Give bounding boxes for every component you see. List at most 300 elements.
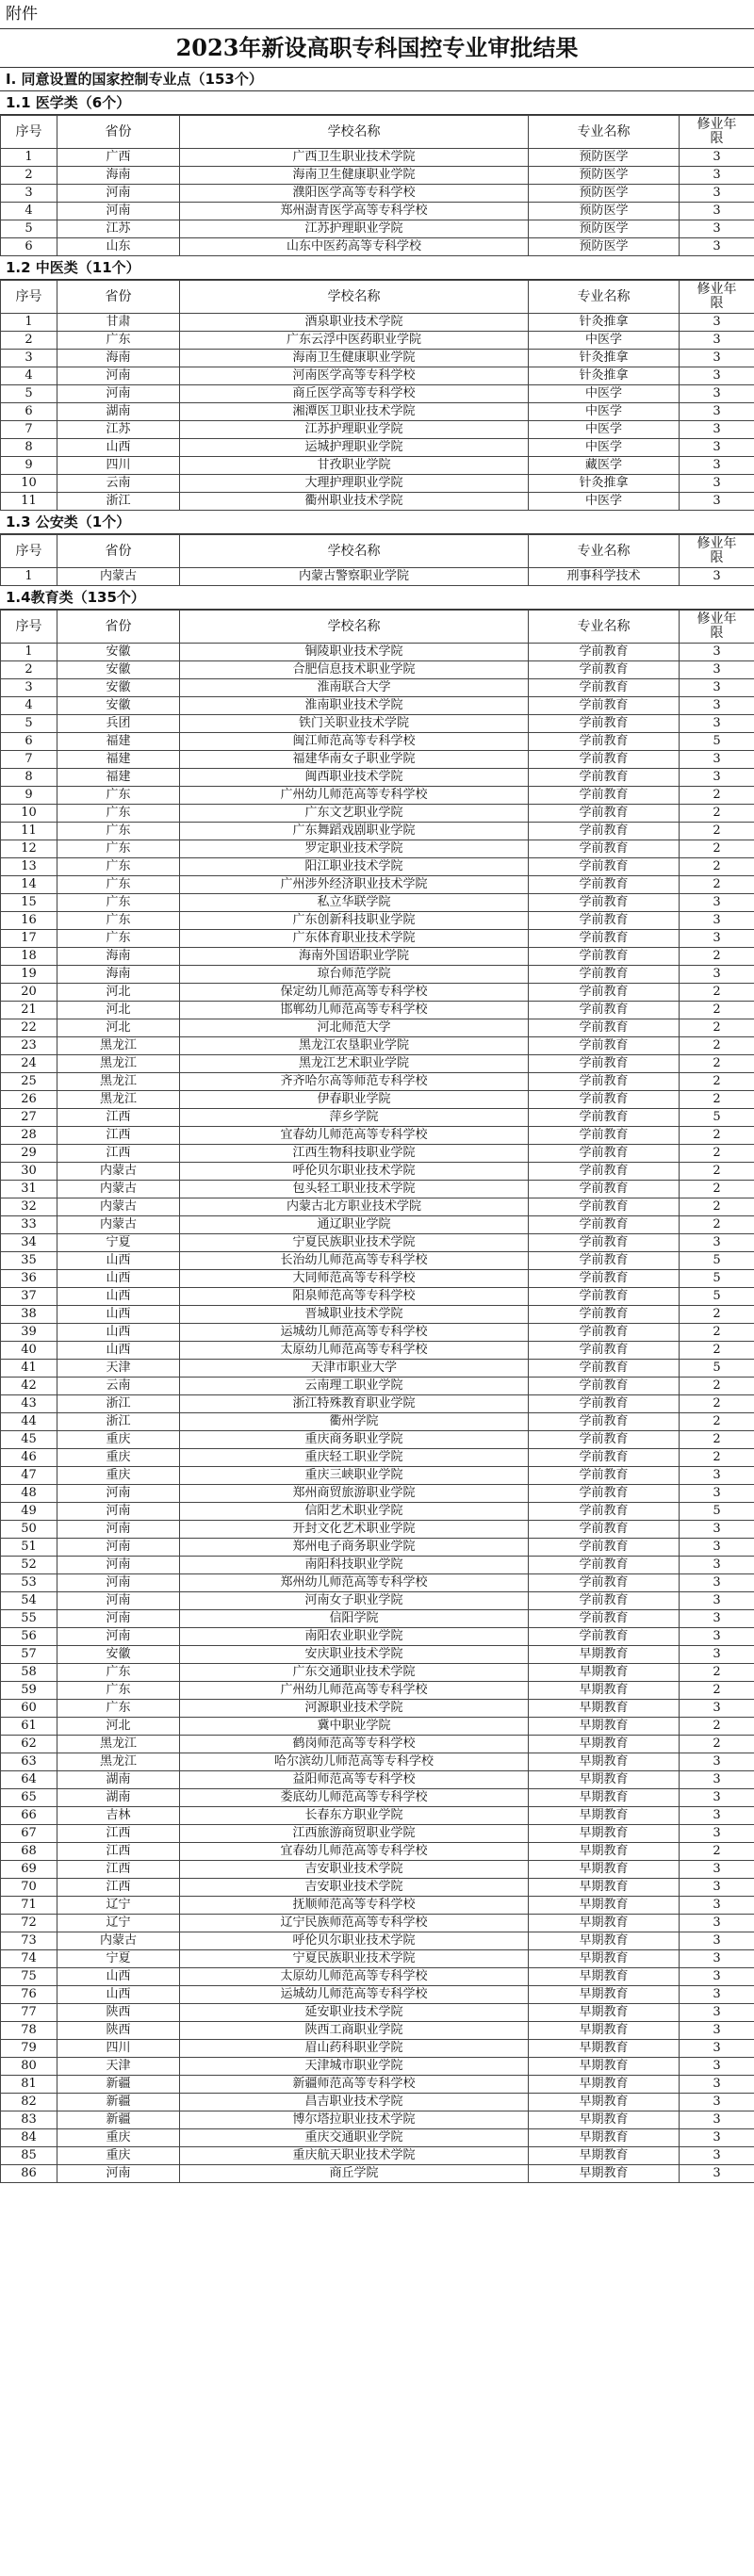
table-cell: 3: [680, 1557, 754, 1574]
table-cell: 新疆: [57, 2094, 180, 2111]
table-cell: 50: [1, 1521, 57, 1539]
table-cell: 早期教育: [529, 1897, 680, 1915]
table-cell: 早期教育: [529, 2111, 680, 2129]
table-cell: 3: [680, 2165, 754, 2183]
table-cell: 山东: [57, 238, 180, 256]
table-cell: 86: [1, 2165, 57, 2183]
table-row: [1, 2076, 754, 2094]
table-cell: 重庆: [57, 1431, 180, 1449]
table-cell: 26: [1, 1091, 57, 1109]
table-cell: 3: [680, 1986, 754, 2004]
table-cell: 早期教育: [529, 1664, 680, 1682]
table-row: [1, 948, 754, 966]
table-cell: 陕西: [57, 2004, 180, 2022]
table-cell: 重庆轻工职业学院: [180, 1449, 529, 1467]
table-cell: 3: [680, 644, 754, 661]
table-cell: 2: [680, 876, 754, 894]
table-row: [1, 2040, 754, 2058]
table-cell: 40: [1, 1342, 57, 1360]
table-cell: 3: [680, 385, 754, 403]
table-row: [1, 1467, 754, 1485]
table-cell: 学前教育: [529, 1091, 680, 1109]
table-cell: 天津市职业大学: [180, 1360, 529, 1378]
section-heading: 1.2 中医类（11个）: [0, 256, 754, 280]
table-row: [1, 1037, 754, 1055]
table-row: [1, 1163, 754, 1181]
table-cell: 学前教育: [529, 1467, 680, 1485]
table-cell: 天津: [57, 2058, 180, 2076]
table-cell: 湖南: [57, 403, 180, 421]
table-cell: 学前教育: [529, 858, 680, 876]
table-cell: 宁夏: [57, 1234, 180, 1252]
table-cell: 河南: [57, 185, 180, 203]
table-cell: 辽宁民族师范高等专科学校: [180, 1915, 529, 1932]
table-cell: 学前教育: [529, 1002, 680, 1019]
table-cell: 益阳师范高等专科学校: [180, 1771, 529, 1789]
table-cell: 广东云浮中医药职业学院: [180, 332, 529, 350]
table-cell: 31: [1, 1181, 57, 1198]
column-header: 修业年限: [680, 116, 754, 149]
table-row: [1, 984, 754, 1002]
table-cell: 4: [1, 203, 57, 220]
table-cell: 山西: [57, 1324, 180, 1342]
table-cell: 80: [1, 2058, 57, 2076]
table-cell: 河南: [57, 1610, 180, 1628]
table-cell: 黑龙江: [57, 1055, 180, 1073]
table-cell: 福建华南女子职业学院: [180, 751, 529, 769]
table-cell: 5: [1, 715, 57, 733]
table-cell: 衢州职业技术学院: [180, 493, 529, 511]
table-cell: 3: [680, 1539, 754, 1557]
table-cell: 海南外国语职业学院: [180, 948, 529, 966]
table-cell: 5: [680, 1109, 754, 1127]
table-cell: 5: [1, 220, 57, 238]
table-cell: 刑事科学技术: [529, 568, 680, 586]
table-row: [1, 823, 754, 840]
table-cell: 河北师范大学: [180, 1019, 529, 1037]
table-row: [1, 1574, 754, 1592]
table-row: [1, 715, 754, 733]
table-cell: 56: [1, 1628, 57, 1646]
column-header: 修业年限: [680, 281, 754, 314]
table-cell: 早期教育: [529, 1861, 680, 1879]
table-row: [1, 1091, 754, 1109]
table-cell: 合肥信息技术职业学院: [180, 661, 529, 679]
table-cell: 安徽: [57, 679, 180, 697]
table-cell: 3: [680, 185, 754, 203]
table-cell: 学前教育: [529, 1288, 680, 1306]
table-cell: 私立华联学院: [180, 894, 529, 912]
table-cell: 长治幼儿师范高等专科学校: [180, 1252, 529, 1270]
table-cell: 安徽: [57, 1646, 180, 1664]
table-cell: 5: [680, 1270, 754, 1288]
table-cell: 浙江: [57, 1395, 180, 1413]
table-cell: 眉山药科职业学院: [180, 2040, 529, 2058]
table-cell: 4: [1, 367, 57, 385]
table-cell: 3: [680, 1968, 754, 1986]
table-cell: 3: [680, 1879, 754, 1897]
table-cell: 17: [1, 930, 57, 948]
table-cell: 浙江: [57, 493, 180, 511]
table-cell: 浙江: [57, 1413, 180, 1431]
table-cell: 娄底幼儿师范高等专科学校: [180, 1789, 529, 1807]
table-row: [1, 1485, 754, 1503]
table-cell: 早期教育: [529, 1825, 680, 1843]
table-row: [1, 1288, 754, 1306]
table-row: [1, 1557, 754, 1574]
table-cell: 广东: [57, 930, 180, 948]
table-cell: 江苏护理职业学院: [180, 220, 529, 238]
table-cell: 河南: [57, 203, 180, 220]
table-cell: 58: [1, 1664, 57, 1682]
table-cell: 鹤岗师范高等专科学校: [180, 1736, 529, 1753]
table-row: [1, 2094, 754, 2111]
table-row: [1, 1378, 754, 1395]
table-row: [1, 2004, 754, 2022]
table-cell: 内蒙古警察职业学院: [180, 568, 529, 586]
table-cell: 57: [1, 1646, 57, 1664]
table-row: [1, 751, 754, 769]
table-row: [1, 2147, 754, 2165]
table-cell: 85: [1, 2147, 57, 2165]
table-cell: 3: [680, 220, 754, 238]
table-cell: 学前教育: [529, 1145, 680, 1163]
table-row: [1, 1216, 754, 1234]
table-cell: 预防医学: [529, 167, 680, 185]
table-cell: 早期教育: [529, 2165, 680, 2183]
table-cell: 学前教育: [529, 948, 680, 966]
table-cell: 3: [680, 238, 754, 256]
table-cell: 37: [1, 1288, 57, 1306]
table-cell: 3: [680, 2111, 754, 2129]
table-row: [1, 1198, 754, 1216]
table-cell: 11: [1, 823, 57, 840]
table-cell: 3: [680, 1789, 754, 1807]
table-row: [1, 1718, 754, 1736]
table-row: [1, 1413, 754, 1431]
section-table: [0, 534, 754, 586]
table-row: [1, 1449, 754, 1467]
table-cell: 学前教育: [529, 1234, 680, 1252]
table-cell: 萍乡学院: [180, 1109, 529, 1127]
table-cell: 广东舞蹈戏剧职业学院: [180, 823, 529, 840]
table-row: [1, 1915, 754, 1932]
table-cell: 博尔塔拉职业技术学院: [180, 2111, 529, 2129]
table-cell: 3: [680, 661, 754, 679]
table-cell: 中医学: [529, 385, 680, 403]
table-cell: 2: [680, 1378, 754, 1395]
table-cell: 1: [1, 568, 57, 586]
table-cell: 学前教育: [529, 1378, 680, 1395]
column-header: 学校名称: [180, 116, 529, 149]
table-cell: 59: [1, 1682, 57, 1700]
table-cell: 2: [1, 332, 57, 350]
table-cell: 25: [1, 1073, 57, 1091]
table-row: [1, 1270, 754, 1288]
table-cell: 早期教育: [529, 2022, 680, 2040]
table-cell: 陕西: [57, 2022, 180, 2040]
table-cell: 中医学: [529, 493, 680, 511]
table-cell: 河南: [57, 1503, 180, 1521]
table-row: [1, 1736, 754, 1753]
table-row: [1, 876, 754, 894]
table-cell: 预防医学: [529, 220, 680, 238]
table-cell: 3: [680, 715, 754, 733]
table-row: [1, 1019, 754, 1037]
table-row: [1, 493, 754, 511]
table-cell: 6: [1, 238, 57, 256]
table-cell: 河源职业技术学院: [180, 1700, 529, 1718]
column-header: 专业名称: [529, 281, 680, 314]
table-cell: 运城护理职业学院: [180, 439, 529, 457]
table-row: [1, 1503, 754, 1521]
table-cell: 早期教育: [529, 1736, 680, 1753]
table-cell: 新疆: [57, 2111, 180, 2129]
table-cell: 1: [1, 644, 57, 661]
table-cell: 75: [1, 1968, 57, 1986]
table-cell: 早期教育: [529, 2058, 680, 2076]
table-cell: 2: [680, 858, 754, 876]
table-cell: 河南: [57, 1539, 180, 1557]
table-cell: 学前教育: [529, 1395, 680, 1413]
table-cell: 预防医学: [529, 203, 680, 220]
section-table: [0, 610, 754, 2183]
table-cell: 3: [680, 2004, 754, 2022]
table-cell: 3: [680, 1700, 754, 1718]
table-cell: 河南: [57, 1521, 180, 1539]
table-cell: 海南卫生健康职业学院: [180, 350, 529, 367]
column-header: 学校名称: [180, 281, 529, 314]
table-row: [1, 912, 754, 930]
table-cell: 3: [680, 2147, 754, 2165]
table-cell: 3: [680, 894, 754, 912]
table-row: [1, 2129, 754, 2147]
table-cell: 吉安职业技术学院: [180, 1861, 529, 1879]
column-header: 修业年限: [680, 535, 754, 568]
table-row: [1, 203, 754, 220]
table-cell: 山西: [57, 1306, 180, 1324]
table-cell: 学前教育: [529, 1037, 680, 1055]
table-cell: 广东体育职业技术学院: [180, 930, 529, 948]
table-cell: 邯郸幼儿师范高等专科学校: [180, 1002, 529, 1019]
table-cell: 晋城职业技术学院: [180, 1306, 529, 1324]
attachment-label: 附件: [6, 5, 38, 24]
table-row: [1, 1521, 754, 1539]
table-cell: 天津: [57, 1360, 180, 1378]
table-cell: 1: [1, 314, 57, 332]
table-cell: 3: [680, 568, 754, 586]
table-cell: 辽宁: [57, 1915, 180, 1932]
table-row: [1, 367, 754, 385]
table-cell: 2: [680, 1342, 754, 1360]
table-cell: 太原幼儿师范高等专科学校: [180, 1968, 529, 1986]
table-cell: 针灸推拿: [529, 367, 680, 385]
table-cell: 3: [680, 457, 754, 475]
table-cell: 内蒙古: [57, 1181, 180, 1198]
table-row: [1, 679, 754, 697]
table-cell: 2: [680, 805, 754, 823]
table-cell: 江西生物科技职业学院: [180, 1145, 529, 1163]
table-cell: 河南: [57, 1592, 180, 1610]
table-cell: 3: [680, 314, 754, 332]
table-cell: 辽宁: [57, 1897, 180, 1915]
table-cell: 27: [1, 1109, 57, 1127]
table-row: [1, 220, 754, 238]
table-cell: 6: [1, 733, 57, 751]
table-cell: 宁夏: [57, 1950, 180, 1968]
table-cell: 3: [680, 332, 754, 350]
table-cell: 12: [1, 840, 57, 858]
table-cell: 江西: [57, 1861, 180, 1879]
table-cell: 学前教育: [529, 1360, 680, 1378]
table-cell: 宁夏民族职业技术学院: [180, 1950, 529, 1968]
table-cell: 铁门关职业技术学院: [180, 715, 529, 733]
table-cell: 2: [680, 1127, 754, 1145]
table-row: [1, 1127, 754, 1145]
table-cell: 2: [680, 1055, 754, 1073]
table-row: [1, 1252, 754, 1270]
table-row: [1, 1342, 754, 1360]
table-cell: 2: [680, 984, 754, 1002]
table-cell: 11: [1, 493, 57, 511]
table-row: [1, 1628, 754, 1646]
table-row: [1, 1986, 754, 2004]
table-cell: 重庆航天职业技术学院: [180, 2147, 529, 2165]
table-cell: 河南: [57, 1557, 180, 1574]
table-cell: 运城幼儿师范高等专科学校: [180, 1324, 529, 1342]
table-cell: 55: [1, 1610, 57, 1628]
table-cell: 3: [680, 149, 754, 167]
table-row: [1, 1395, 754, 1413]
table-row: [1, 1360, 754, 1378]
table-cell: 海南: [57, 350, 180, 367]
table-cell: 兵团: [57, 715, 180, 733]
table-row: [1, 1324, 754, 1342]
table-cell: 延安职业技术学院: [180, 2004, 529, 2022]
table-cell: 3: [680, 1646, 754, 1664]
table-cell: 3: [680, 2022, 754, 2040]
table-cell: 闽江师范高等专科学校: [180, 733, 529, 751]
table-row: [1, 1843, 754, 1861]
table-cell: 71: [1, 1897, 57, 1915]
table-cell: 学前教育: [529, 1342, 680, 1360]
table-cell: 3: [680, 1932, 754, 1950]
table-cell: 海南: [57, 948, 180, 966]
column-header: 省份: [57, 116, 180, 149]
table-cell: 学前教育: [529, 912, 680, 930]
table-cell: 云南理工职业学院: [180, 1378, 529, 1395]
table-cell: 38: [1, 1306, 57, 1324]
table-cell: 河北: [57, 984, 180, 1002]
table-cell: 商丘医学高等专科学校: [180, 385, 529, 403]
table-cell: 2: [680, 1198, 754, 1216]
table-cell: 黑龙江艺术职业学院: [180, 1055, 529, 1073]
table-row: [1, 661, 754, 679]
table-row: [1, 644, 754, 661]
table-cell: 安庆职业技术学院: [180, 1646, 529, 1664]
table-cell: 2: [680, 1324, 754, 1342]
table-cell: 琼台师范学院: [180, 966, 529, 984]
table-cell: 2: [680, 1037, 754, 1055]
table-cell: 32: [1, 1198, 57, 1216]
table-cell: 郑州电子商务职业学院: [180, 1539, 529, 1557]
column-header: 学校名称: [180, 535, 529, 568]
table-cell: 53: [1, 1574, 57, 1592]
table-header-row: [1, 611, 754, 644]
table-cell: 3: [680, 1807, 754, 1825]
table-row: [1, 1073, 754, 1091]
table-row: [1, 1825, 754, 1843]
table-cell: 黑龙江: [57, 1037, 180, 1055]
table-cell: 山东中医药高等专科学校: [180, 238, 529, 256]
section-heading: 1.1 医学类（6个）: [0, 91, 754, 115]
section-heading: 1.3 公安类（1个）: [0, 511, 754, 534]
table-cell: 山西: [57, 1968, 180, 1986]
table-header-row: [1, 116, 754, 149]
table-cell: 5: [680, 1503, 754, 1521]
table-row: [1, 350, 754, 367]
table-row: [1, 1664, 754, 1682]
table-cell: 重庆: [57, 1467, 180, 1485]
table-cell: 郑州澍青医学高等专科学校: [180, 203, 529, 220]
table-cell: 5: [1, 385, 57, 403]
table-cell: 学前教育: [529, 1431, 680, 1449]
table-cell: 江西: [57, 1825, 180, 1843]
table-row: [1, 403, 754, 421]
table-cell: 7: [1, 421, 57, 439]
table-cell: 黑龙江: [57, 1753, 180, 1771]
table-cell: 保定幼儿师范高等专科学校: [180, 984, 529, 1002]
table-cell: 2: [680, 1449, 754, 1467]
table-cell: 3: [680, 421, 754, 439]
table-cell: 3: [680, 1771, 754, 1789]
table-row: [1, 1771, 754, 1789]
table-cell: 山西: [57, 439, 180, 457]
table-cell: 学前教育: [529, 894, 680, 912]
table-cell: 学前教育: [529, 1521, 680, 1539]
sections-container: [0, 91, 754, 2183]
table-cell: 南阳科技职业学院: [180, 1557, 529, 1574]
table-cell: 云南: [57, 1378, 180, 1395]
table-cell: 河南: [57, 2165, 180, 2183]
table-cell: 3: [680, 167, 754, 185]
table-cell: 针灸推拿: [529, 475, 680, 493]
table-cell: 2: [680, 1664, 754, 1682]
table-cell: 29: [1, 1145, 57, 1163]
table-cell: 广西: [57, 149, 180, 167]
table-cell: 79: [1, 2040, 57, 2058]
table-cell: 3: [680, 403, 754, 421]
table-cell: 3: [680, 751, 754, 769]
table-cell: 吉安职业技术学院: [180, 1879, 529, 1897]
table-cell: 广东: [57, 876, 180, 894]
table-cell: 河南: [57, 367, 180, 385]
table-cell: 广州幼儿师范高等专科学校: [180, 1682, 529, 1700]
table-cell: 学前教育: [529, 1306, 680, 1324]
table-cell: 信阳学院: [180, 1610, 529, 1628]
table-cell: 74: [1, 1950, 57, 1968]
table-cell: 学前教育: [529, 787, 680, 805]
table-cell: 河北: [57, 1718, 180, 1736]
table-cell: 广东: [57, 805, 180, 823]
table-cell: 62: [1, 1736, 57, 1753]
table-cell: 学前教育: [529, 1592, 680, 1610]
table-cell: 开封文化艺术职业学院: [180, 1521, 529, 1539]
table-cell: 早期教育: [529, 2147, 680, 2165]
table-row: [1, 1897, 754, 1915]
table-cell: 3: [680, 1592, 754, 1610]
column-header: 省份: [57, 281, 180, 314]
